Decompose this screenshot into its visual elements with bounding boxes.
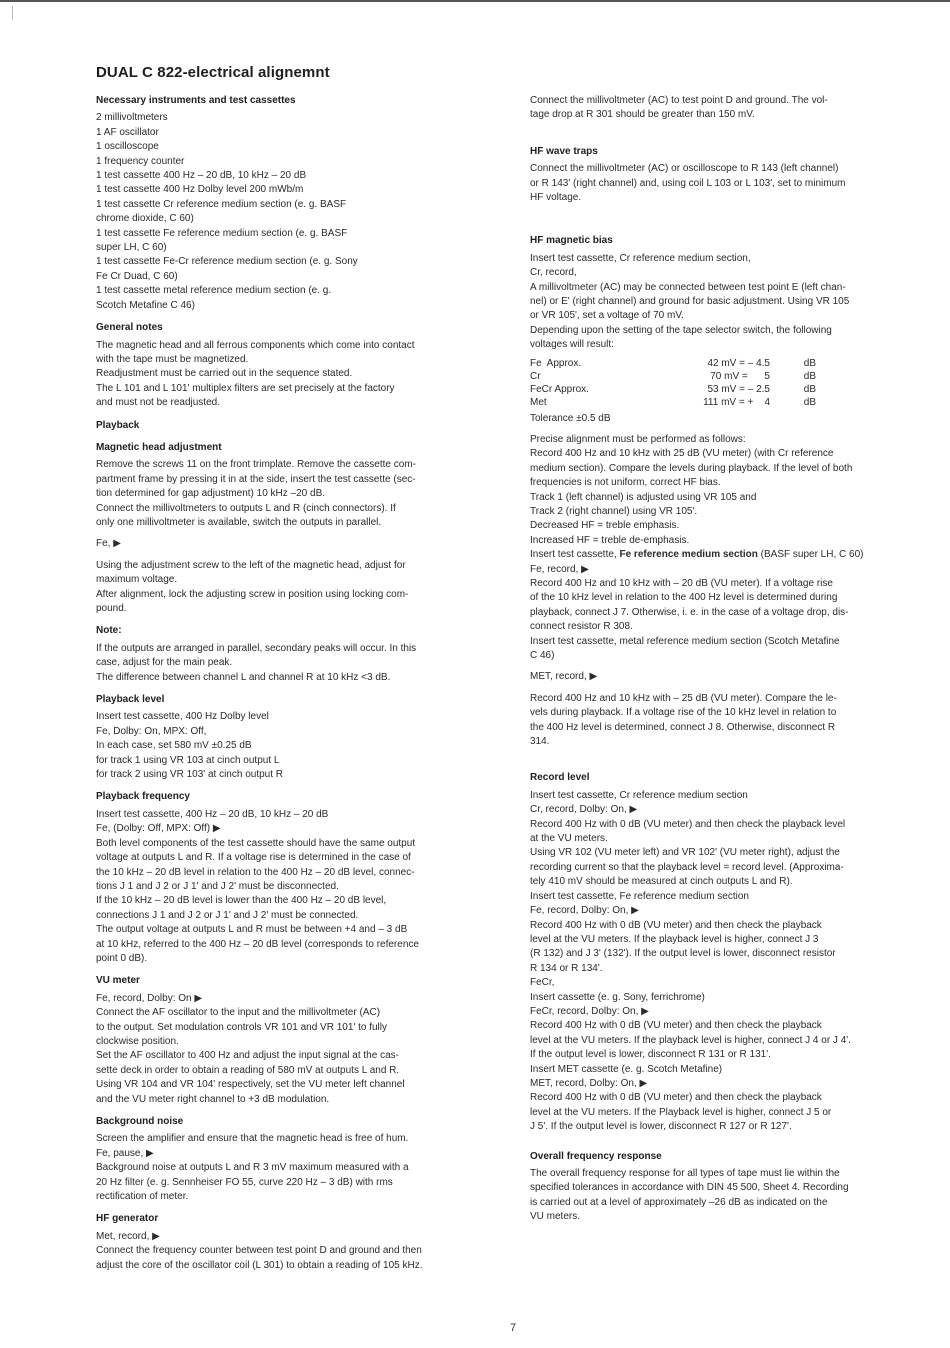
text-line: (R 132) and J 3' (132'). If the output level is lower, disconnect resistor — [530, 948, 836, 960]
text-line: Connect the millivoltmeters to outputs L and R (cinch connectors). If — [96, 502, 396, 514]
hf-bias-precise-text — [530, 433, 938, 548]
text-line: Insert cassette (e. g. Sony, ferrichrome) — [530, 991, 705, 1003]
text-line: Connect the millivoltmeter (AC) to test point D and ground. The vol- — [530, 95, 828, 106]
table-cell: dB — [803, 397, 816, 409]
text-line: level at the VU meters. If the playback level is higher, connect J 3 — [530, 933, 819, 945]
record-level-text — [530, 789, 938, 1135]
text-line: 2 millivoltmeters — [96, 112, 168, 124]
text-line: case, adjust for the main peak. — [96, 657, 233, 669]
text-line: Track 2 (right channel) using VR 105'. — [530, 505, 698, 517]
scan-mark — [12, 6, 13, 20]
section-body — [96, 1132, 502, 1204]
section-heading: Playback frequency — [96, 791, 190, 803]
tolerance-text: Tolerance ±0.5 dB — [530, 412, 611, 424]
section-body — [96, 111, 502, 313]
hf-generator-continuation — [530, 94, 938, 123]
text-line: or VR 105', set a voltage of 70 mV. — [530, 310, 684, 322]
text-line — [96, 530, 502, 537]
text-line: is carried out at a level of approximately –26 dB as indicated on the — [530, 1196, 828, 1208]
text-line: Connect the frequency counter between test point D and ground and then — [96, 1245, 422, 1257]
text-line: The magnetic head and all ferrous components which come into contact — [96, 339, 415, 351]
section-body — [96, 339, 502, 411]
text-line: Insert test cassette, Cr reference medium section — [530, 789, 748, 801]
text-line: Track 1 (left channel) is adjusted using VR 105 and — [530, 491, 757, 503]
text-line: tions J 1 and J 2 or J 1' and J 2' must be disconnected. — [96, 880, 339, 892]
hf-wave-traps-text — [530, 162, 938, 205]
text-line: Fe, pause, ▶ — [96, 1147, 154, 1159]
text-line: In each case, set 580 mV ±0.25 dB — [96, 740, 252, 752]
text-line: specified tolerances in accordance with DIN 45 500, Sheet 4. Recording — [530, 1182, 849, 1194]
table-cell: 70 mV = 5 — [710, 370, 770, 382]
bias-voltage-table — [530, 357, 816, 410]
text-line: Insert test cassette, Cr reference medium section, — [530, 252, 751, 264]
table-cell: 42 mV = – 4.5 — [707, 357, 770, 369]
table-cell: FeCr Approx. — [530, 384, 589, 396]
text-line: Fe, record, ▶ — [530, 563, 589, 575]
text-line: the 10 kHz – 20 dB level in relation to the 400 Hz – 20 dB level, connec- — [96, 866, 415, 878]
text-line: frequencies is not uniform, correct HF bias. — [530, 477, 721, 489]
text-line: for track 2 using VR 103' at cinch output R — [96, 769, 284, 781]
text-line: Increased HF = treble de-emphasis. — [530, 534, 690, 546]
text-line: Using VR 102 (VU meter left) and VR 102' (VU meter right), adjust the — [530, 847, 840, 859]
text-line: Fe, record, Dolby: On ▶ — [96, 992, 203, 1004]
text-line: the 400 Hz level is determined, connect J 8. Otherwise, disconnect R — [530, 721, 836, 733]
table-cell: Fe Approx. — [530, 357, 582, 369]
text-line: C 46) — [530, 650, 555, 661]
text-line: Background noise at outputs L and R 3 mV maximum measured with a — [96, 1162, 409, 1174]
fe-reference-line — [530, 548, 938, 562]
text-line: level at the VU meters. If the playback level is higher, connect J 4 or J 4'. — [530, 1034, 851, 1046]
text-line: 1 test cassette Fe-Cr reference medium section (e. g. Sony — [96, 256, 358, 268]
text-line: FeCr, — [530, 977, 555, 989]
fe-reference-prefix: Insert test cassette, — [530, 549, 620, 561]
text-line: with the tape must be magnetized. — [96, 353, 249, 365]
text-line: The output voltage at outputs L and R must be between +4 and – 3 dB — [96, 924, 408, 936]
text-line: voltage at outputs L and R. If a voltage rise is determined in the case of — [96, 852, 411, 864]
text-line: Decreased HF = treble emphasis. — [530, 520, 680, 532]
table-row — [530, 370, 816, 383]
text-line: If the outputs are arranged in parallel, secondary peaks will occur. In this — [96, 642, 417, 654]
text-line: Fe, (Dolby: Off, MPX: Off) ▶ — [96, 823, 221, 835]
table-row — [530, 383, 816, 396]
section-heading: Magnetic head adjustment — [96, 441, 222, 453]
fe-reference-bold: Fe reference medium section — [619, 549, 758, 561]
text-line: MET, record, Dolby: On, ▶ — [530, 1077, 648, 1089]
text-line: chrome dioxide, C 60) — [96, 213, 194, 225]
table-cell: 53 mV = – 2.5 — [707, 384, 770, 396]
text-line: connect resistor R 308. — [530, 621, 633, 633]
text-line: medium section). Compare the levels during playback. If the level of both — [530, 462, 853, 474]
text-line: The difference between channel L and channel R at 10 kHz <3 dB. — [96, 671, 391, 683]
hf-bias-intro-text — [530, 252, 938, 353]
section-heading-hf-bias: HF magnetic bias — [530, 235, 613, 247]
text-line: Using the adjustment screw to the left of the magnetic head, adjust for — [96, 559, 406, 571]
text-line: and must not be readjusted. — [96, 397, 220, 409]
text-line — [530, 663, 938, 670]
text-line: R 134 or R 134'. — [530, 962, 603, 974]
text-line: Record 400 Hz and 10 kHz with – 25 dB (VU meter). Compare the le- — [530, 692, 837, 704]
text-line: rectification of meter. — [96, 1191, 189, 1203]
text-line: If the output level is lower, disconnect R 131 or R 131'. — [530, 1049, 771, 1061]
text-line: Precise alignment must be performed as follows: — [530, 433, 746, 445]
text-line: Insert test cassette, 400 Hz – 20 dB, 10 kHz – 20 dB — [96, 808, 329, 820]
text-line: tage drop at R 301 should be greater than 150 mV. — [530, 109, 755, 121]
section-heading-hf-wave-traps: HF wave traps — [530, 145, 598, 157]
section-heading-overall-frequency: Overall frequency response — [530, 1150, 662, 1162]
right-column — [530, 94, 938, 1225]
text-line: Fe, Dolby: On, MPX: Off, — [96, 725, 207, 737]
text-line: Record 400 Hz with 0 dB (VU meter) and then check the playback — [530, 1092, 822, 1104]
text-line: partment frame by pressing it in at the side, insert the test cassette (sec- — [96, 473, 416, 485]
text-line: Record 400 Hz and 10 kHz with – 20 dB (VU meter). If a voltage rise — [530, 577, 833, 589]
section-body — [96, 1230, 502, 1273]
text-line: After alignment, lock the adjusting screw in position using locking com- — [96, 588, 409, 600]
table-cell: dB — [803, 357, 816, 369]
section-heading: Playback level — [96, 694, 165, 706]
text-line: to the output. Set modulation controls VR 101 and VR 101' to fully — [96, 1021, 387, 1033]
text-line — [530, 685, 938, 692]
text-line: FeCr, record, Dolby: On, ▶ — [530, 1005, 649, 1017]
text-line: 1 test cassette metal reference medium section (e. g. — [96, 285, 332, 297]
top-border-line — [0, 0, 950, 2]
text-line: for track 1 using VR 103 at cinch output L — [96, 754, 280, 766]
section-heading: Playback — [96, 419, 140, 431]
section-body — [96, 710, 502, 782]
text-line: at the VU meters. — [530, 833, 608, 845]
text-line: Record 400 Hz with 0 dB (VU meter) and then check the playback — [530, 919, 822, 931]
table-cell: dB — [803, 384, 816, 396]
text-line: voltages will result: — [530, 339, 614, 351]
text-line: Insert test cassette, 400 Hz Dolby level — [96, 711, 269, 723]
text-line: at 10 kHz, referred to the 400 Hz – 20 dB level (corresponds to reference — [96, 938, 419, 950]
text-line: connections J 1 and J 2 or J 1' and J 2' must be connected. — [96, 909, 359, 921]
overall-frequency-text — [530, 1167, 938, 1225]
text-line: Met, record, ▶ — [96, 1230, 160, 1242]
section-body — [96, 992, 502, 1107]
table-row — [530, 357, 816, 370]
text-line: Insert test cassette, Fe reference medium section — [530, 890, 749, 902]
text-line: only one millivoltmeter is available, switch the outputs in parallel. — [96, 516, 382, 528]
left-column — [96, 94, 502, 1273]
page-number: 7 — [510, 1322, 517, 1334]
text-line: 1 AF oscillator — [96, 126, 159, 138]
text-line: sette deck in order to obtain a reading of 580 mV at outputs L and R. — [96, 1064, 400, 1076]
text-line: adjust the core of the oscillator coil (L 301) to obtain a reading of 105 kHz. — [96, 1259, 423, 1271]
text-line: super LH, C 60) — [96, 242, 167, 254]
text-line: Set the AF oscillator to 400 Hz and adjust the input signal at the cas- — [96, 1050, 399, 1062]
text-line: recording current so that the playback level = record level. (Approxima- — [530, 861, 844, 873]
page-title: DUAL C 822-electrical alignemnt — [96, 64, 330, 81]
section-heading: Necessary instruments and test cassettes — [96, 95, 296, 106]
text-line: 1 test cassette 400 Hz – 20 dB, 10 kHz – 20 dB — [96, 170, 307, 182]
section-heading: Note: — [96, 625, 122, 637]
text-line: Fe, ▶ — [96, 538, 121, 550]
text-line: Using VR 104 and VR 104' respectively, set the VU meter left channel — [96, 1079, 405, 1091]
text-line — [96, 552, 502, 559]
text-line: of the 10 kHz level in relation to the 400 Hz level is determined during — [530, 592, 838, 604]
text-line: 1 test cassette Cr reference medium section (e. g. BASF — [96, 198, 347, 210]
text-line: playback, connect J 7. Otherwise, i. e. in the case of a voltage drop, dis- — [530, 606, 849, 618]
text-line: 314. — [530, 736, 550, 748]
text-line: Cr, record, Dolby: On, ▶ — [530, 804, 638, 816]
text-line: clockwise position. — [96, 1035, 179, 1047]
text-line: Record 400 Hz with 0 dB (VU meter) and then check the playback — [530, 1020, 822, 1032]
text-line: nel) or E' (right channel) and ground for basic adjustment. Using VR 105 — [530, 296, 850, 308]
text-line: Record 400 Hz and 10 kHz with 25 dB (VU meter) (with Cr reference — [530, 448, 834, 460]
section-body — [96, 642, 502, 685]
text-line: pound. — [96, 603, 127, 614]
text-line: Depending upon the setting of the tape selector switch, the following — [530, 324, 832, 336]
text-line: tion determined for gap adjustment) 10 kHz –20 dB. — [96, 488, 326, 500]
text-line: Connect the millivoltmeter (AC) or oscilloscope to R 143 (left channel) — [530, 163, 839, 175]
text-line: Record 400 Hz with 0 dB (VU meter) and then check the playback level — [530, 818, 846, 830]
text-line: Remove the screws 11 on the front trimplate. Remove the cassette com- — [96, 459, 416, 471]
table-cell: 111 mV = + 4 — [703, 397, 770, 409]
table-row — [530, 396, 816, 409]
text-line: vels during playback. If a voltage rise of the 10 kHz level in relation to — [530, 707, 837, 719]
section-heading-record-level: Record level — [530, 772, 590, 784]
text-line: or R 143' (right channel) and, using coil L 103 or L 103', set to minimum — [530, 177, 846, 189]
text-line: If the 10 kHz – 20 dB level is lower than the 400 Hz – 20 dB level, — [96, 895, 387, 907]
section-body — [96, 458, 502, 616]
section-heading: HF generator — [96, 1213, 159, 1225]
text-line: The L 101 and L 101' multiplex filters are set precisely at the factory — [96, 382, 395, 394]
table-cell: dB — [803, 370, 816, 382]
section-heading: VU meter — [96, 975, 140, 987]
text-line: 1 frequency counter — [96, 155, 185, 167]
section-body — [96, 808, 502, 966]
text-line: 1 oscilloscope — [96, 141, 159, 153]
text-line: level at the VU meters. If the Playback level is higher, connect J 5 or — [530, 1106, 832, 1118]
hf-bias-end-text — [530, 563, 938, 750]
text-line: Screen the amplifier and ensure that the magnetic head is free of hum. — [96, 1133, 409, 1145]
text-line: Scotch Metafine C 46) — [96, 299, 195, 311]
text-line: 1 test cassette Fe reference medium section (e. g. BASF — [96, 227, 348, 239]
text-line: 20 Hz filter (e. g. Sennheiser FO 55, curve 220 Hz – 3 dB) with rms — [96, 1176, 393, 1188]
text-line: J 5'. If the output level is lower, disconnect R 127 or R 127'. — [530, 1121, 792, 1133]
text-line: Cr, record, — [530, 267, 577, 279]
text-line: Fe Cr Duad, C 60) — [96, 270, 178, 282]
text-line: tely 410 mV should be measured at cinch outputs L and R). — [530, 876, 793, 888]
section-heading: Background noise — [96, 1116, 184, 1127]
section-heading: General notes — [96, 322, 163, 334]
text-line: and the VU meter right channel to +3 dB modulation. — [96, 1093, 330, 1105]
text-line: Readjustment must be carried out in the sequence stated. — [96, 368, 353, 380]
text-line: MET, record, ▶ — [530, 671, 598, 683]
text-line: Insert MET cassette (e. g. Scotch Metafine) — [530, 1063, 723, 1075]
text-line: Connect the AF oscillator to the input and the millivoltmeter (AC) — [96, 1007, 381, 1019]
text-line: A millivoltmeter (AC) may be connected between test point E (left chan- — [530, 281, 846, 293]
text-line: HF voltage. — [530, 192, 582, 204]
fe-reference-suffix: (BASF super LH, C 60) — [757, 549, 864, 561]
text-line: The overall frequency response for all types of tape must lie within the — [530, 1168, 840, 1179]
table-cell: Cr — [530, 370, 541, 382]
text-line: point 0 dB). — [96, 952, 148, 964]
text-line: maximum voltage. — [96, 574, 178, 586]
table-cell: Met — [530, 397, 547, 409]
text-line: Insert test cassette, metal reference medium section (Scotch Metafine — [530, 635, 840, 647]
text-line: VU meters. — [530, 1211, 581, 1223]
text-line: 1 test cassette 400 Hz Dolby level 200 mWb/m — [96, 184, 304, 196]
text-line: Fe, record, Dolby: On, ▶ — [530, 905, 639, 917]
text-line: Both level components of the test cassette should have the same output — [96, 837, 416, 849]
